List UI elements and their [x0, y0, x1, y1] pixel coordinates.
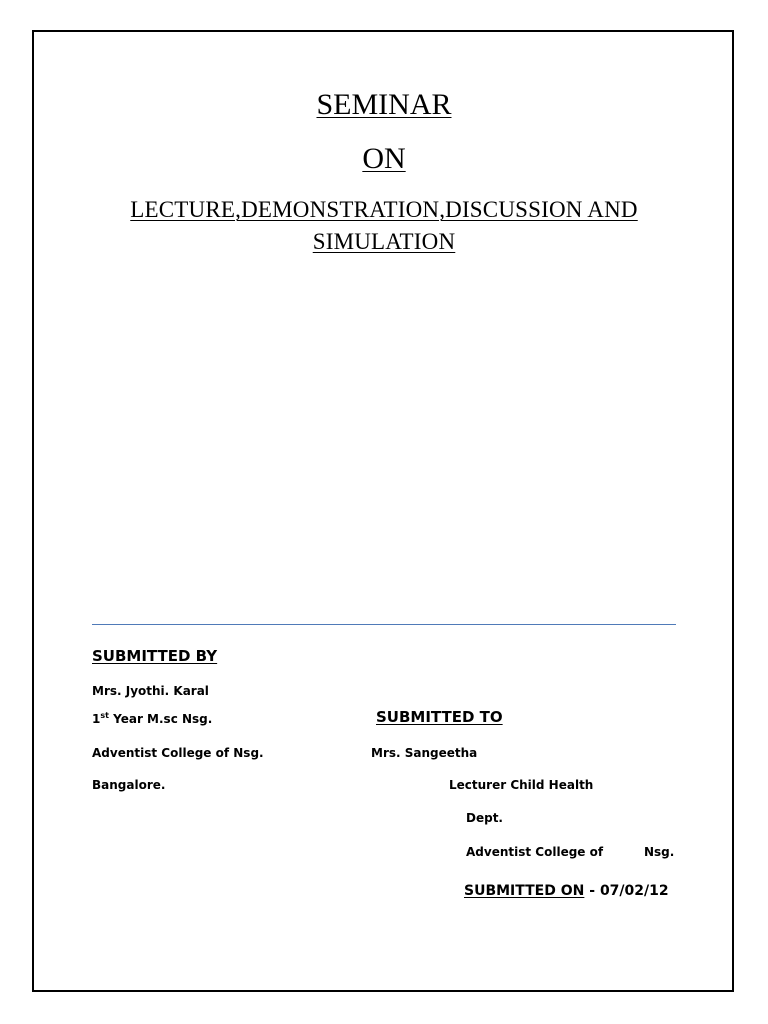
submitter-name: Mrs. Jyothi. Karal: [92, 684, 209, 698]
submitted-on-line: [464, 883, 669, 899]
submitter-city: Bangalore.: [92, 778, 166, 792]
title-seminar: SEMINAR: [316, 88, 452, 121]
recipient-college-end: Nsg.: [644, 845, 675, 859]
submitter-college: Adventist College of Nsg.: [92, 746, 264, 760]
year-number: 1: [92, 712, 101, 726]
submitter-year: [92, 711, 212, 726]
submitted-on-date: 07/02/12: [599, 883, 669, 899]
recipient-role: Lecturer Child Health: [449, 778, 594, 792]
submitted-to-heading: SUBMITTED TO: [376, 708, 503, 726]
submitted-on-label: SUBMITTED ON: [464, 883, 585, 899]
recipient-name: Mrs. Sangeetha: [371, 746, 478, 760]
recipient-dept: Dept.: [466, 811, 503, 825]
title-on: ON: [362, 142, 406, 175]
year-course: Year M.sc Nsg.: [108, 712, 213, 726]
submitted-on-separator: -: [584, 883, 600, 899]
topic-line-2: SIMULATION: [312, 229, 456, 254]
year-suffix: st: [100, 711, 109, 720]
submitted-by-heading: SUBMITTED BY: [92, 647, 218, 665]
topic-line-1: LECTURE,DEMONSTRATION,DISCUSSION AND: [130, 197, 638, 222]
recipient-college: Adventist College of: [466, 845, 604, 859]
horizontal-divider: [92, 624, 676, 625]
